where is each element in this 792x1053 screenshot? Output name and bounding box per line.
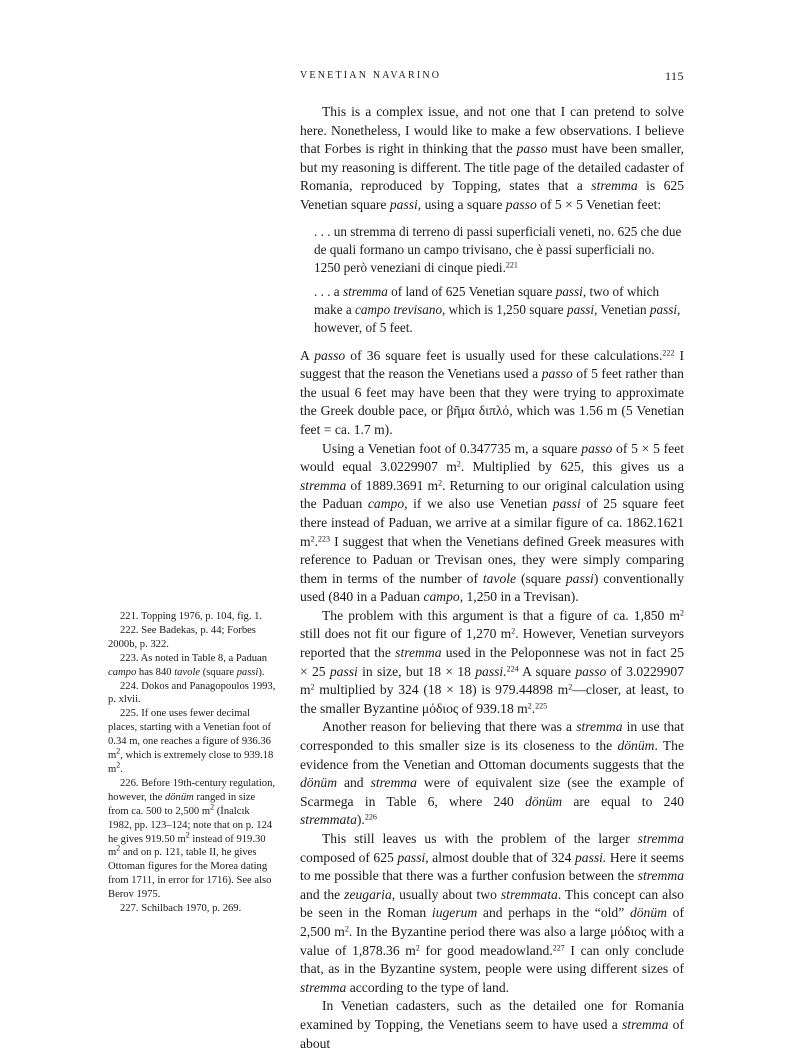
paragraph-4: The problem with this argument is that a figure of ca. 1,850 $m^2$ still does not fit our figure of 1,270 $m^2$. However, Venetian surveyors reported that the stremma used in the Peloponnese was not in fact 25 × 25 passi in size, but 18 × 18 passi.$^{224}$ A square passo of 3.0229907 $m^2$ multiplied by 324 (18 × 18) is 979.44898 $m^2—closer$, at least, to the smaller Byzantine μόδιος of 939.18 $m^2.^{225}$	[300, 607, 685, 716]
main-text	[300, 103, 684, 1053]
running-title: VENETIAN NAVARINO	[300, 70, 442, 81]
footnote: 226. Before 19th-century regulation, however, the dönüm ranged in size from ca. 500 to 2,500 $m^2$ (İnalcık 1982, pp. 123–124; note that on p. 124 he gives 919.50 $m^2$ instead of 919.30 $m^2$ and on p. 121, table II, he gives Ottoman figures for the Morea dating from 1711, in error for 1716). See also Berov 1975.	[108, 777, 276, 901]
footnote: 225. If one uses fewer decimal places, starting with a Venetian foot of 0.34 m, one reaches a figure of 936.36 $m^2$, which is extremely close to 939.18 $m^2$.	[108, 708, 274, 775]
paragraph-2: A passo of 36 square feet is usually used for these calculations.$^{222}$ I suggest that the reason the Venetians used a passo of 5 feet rather than the usual 6 feet may have been that they were trying to approximate the Greek double pace, or βῆμα διπλό, which was 1.56 m (5 Venetian feet = ca. 1.7 m).	[300, 347, 685, 437]
footnote: 223. As noted in Table 8, a Paduan campo has 840 tavole (square passi).	[108, 652, 268, 678]
block-quote-italian: . . . un stremma di terreno di passi superficiali veneti, no. 625 che due de quali formano un campo trivisano, che è passi superficiali no. 1250 però veneziani di cinque piedi.$^{221}$	[314, 223, 682, 275]
page-number: 115	[664, 69, 684, 83]
footnote: 221. Topping 1976, p. 104, fig. 1.	[120, 611, 263, 622]
paragraph-6: This still leaves us with the problem of the larger stremma composed of 625 passi, almost double that of 324 passi. Here it seems to me possible that there was a further confusion between the stremma and the zeugaria, usually about two stremmata. This concept can also be seen in the Roman iugerum and perhaps in the “old” dönüm of 2,500 $m^2$. In the Byzantine period there was also a large μόδιος with a value of 1,878.36 $m^2$ for good meadowland.$^{227}$ I can only conclude that, as in the Byzantine system, people were using different sizes of stremma according to the type of land.	[300, 831, 685, 995]
block-quote-translation: . . . a stremma of land of 625 Venetian square passi, two of which make a campo trevisano, which is 1,250 square passi, Venetian passi, however, of 5 feet.	[314, 283, 681, 335]
paragraph-5: Another reason for believing that there was a stremma in use that corresponded to this smaller size is its closeness to the dönüm. The evidence from the Venetian and Ottoman documents suggests that the dönüm and stremma were of equivalent size (see the example of Scarmega in Table 6, where 240 dönüm are equal to 240 stremmata).$^{226}$	[300, 719, 684, 828]
footnote: 224. Dokos and Panagopoulos 1993, p. xlvii.	[108, 680, 276, 706]
footnote: 227. Schilbach 1970, p. 269.	[120, 903, 242, 915]
footnotes	[108, 610, 276, 916]
paragraph-3: Using a Venetian foot of 0.347735 m, a square passo of 5 × 5 feet would equal 3.0229907 $m^2$. Multiplied by 625, this gives us a stremma of 1889.3691 $m^2$. Returning to our original calculation using the Paduan campo, if we also use Venetian passi of 25 square feet there instead of Paduan, we arrive at a similar figure of ca. 1862.1621 $m^2.^{223}$ I suggest that when the Venetians defined Greek measures with reference to Paduan or Trevisan ones, they were simply comparing them in terms of the number of tavole (square passi) conventionally used (840 in a Paduan campo, 1,250 in a Trevisan).	[300, 440, 685, 605]
footnote: 222. See Badekas, p. 44; Forbes 2000b, p. 322.	[108, 624, 256, 650]
paragraph-1: This is a complex issue, and not one that I can pretend to solve here. Nonetheless, I would like to make a few observations. I believe that Forbes is right in thinking that the passo must have been smaller, but my reasoning is different. The title page of the detailed cadaster of Romania, reproduced by Topping, states that a stremma is 625 Venetian square passi, using a square passo of 5 × 5 Venetian feet:	[300, 104, 684, 212]
paragraph-7: In Venetian cadasters, such as the detailed one for Romania examined by Topping, the Venetians seem to have used a stremma of about	[300, 998, 684, 1051]
